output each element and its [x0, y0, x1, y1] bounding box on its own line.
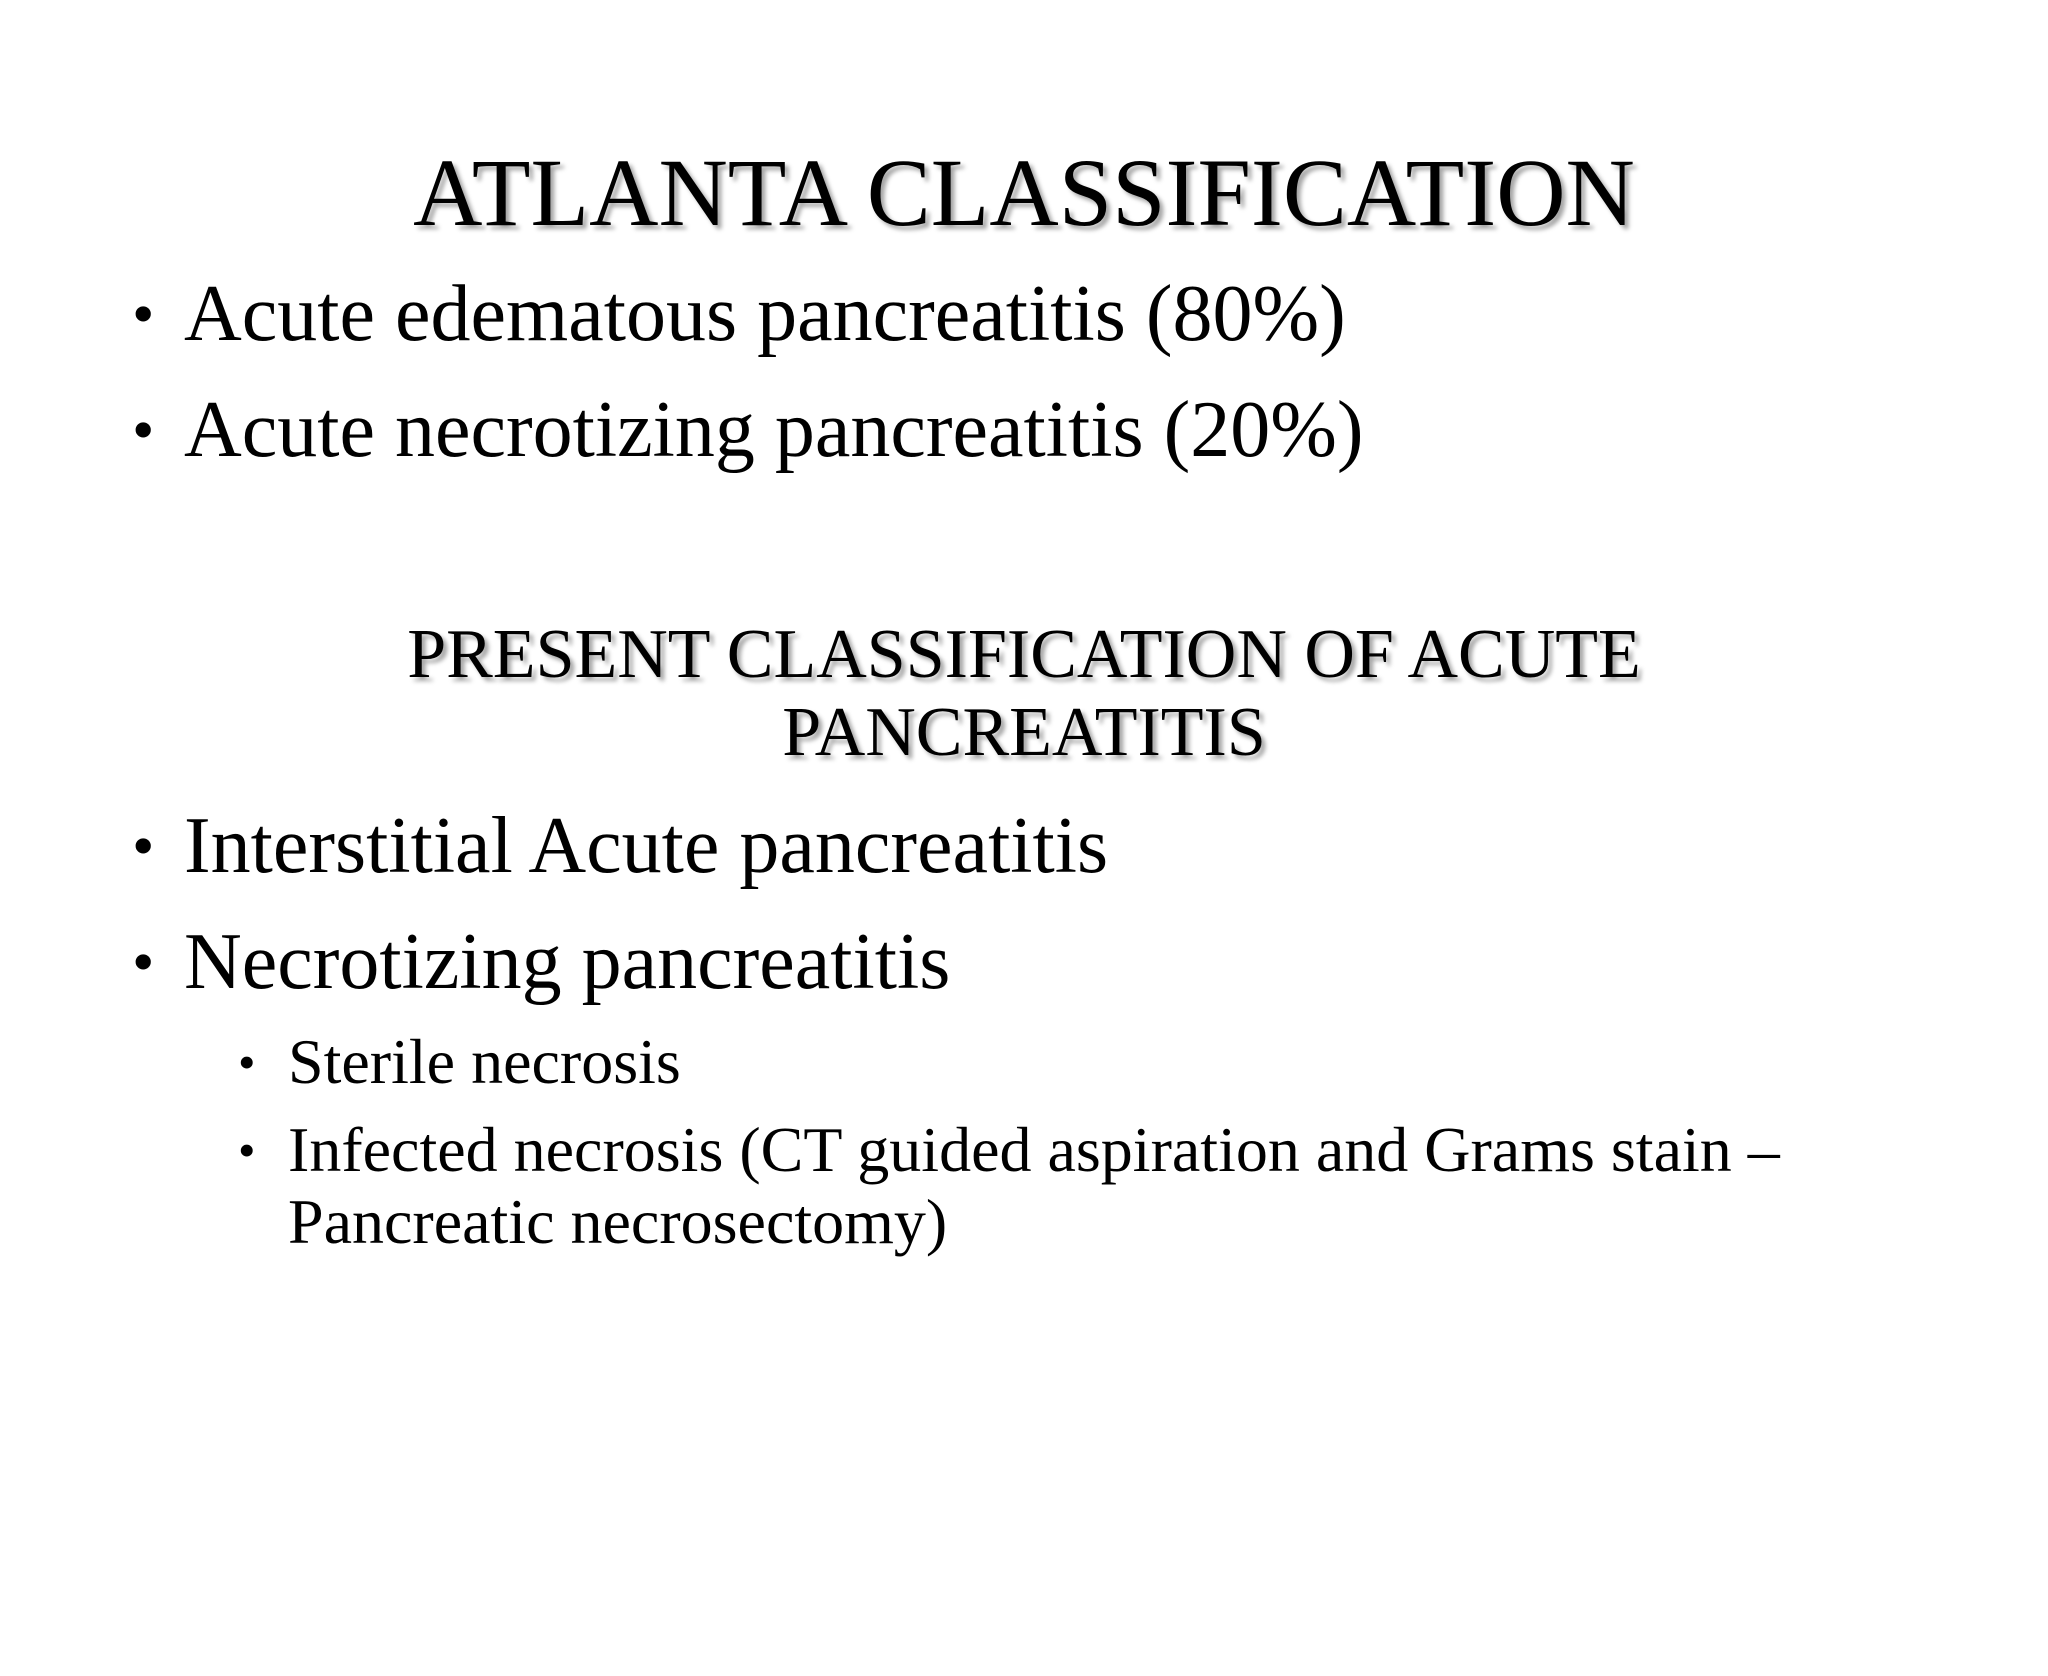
slide-title: ATLANTA CLASSIFICATION [413, 139, 1635, 246]
section-heading-line2: PANCREATITIS [782, 694, 1266, 771]
list-item-necrotizing: • Acute necrotizing pancreatitis (20%) [132, 384, 1364, 500]
list-item-edematous: • Acute edematous pancreatitis (80%) [132, 268, 1364, 384]
section-heading-line1: PRESENT CLASSIFICATION OF ACUTE [407, 616, 1641, 693]
list-item-necrotizing-pancreatitis: • Necrotizing pancreatitis [132, 916, 1108, 1032]
subitem-infected-necrosis [238, 1114, 1988, 1258]
present-classification-list [132, 800, 1108, 1032]
subitem-infected-necrosis-line1: • Infected necrosis (CT guided aspiration and Grams stain – [288, 1114, 1780, 1185]
subitem-sterile-necrosis: • Sterile necrosis [238, 1026, 1988, 1114]
subitem-infected-necrosis-line2: Pancreatic necrosectomy) [288, 1186, 948, 1257]
necrotizing-subitems-list [238, 1026, 1988, 1258]
atlanta-classification-list [132, 268, 1364, 500]
section-heading [0, 616, 2048, 772]
list-item-interstitial: • Interstitial Acute pancreatitis [132, 800, 1108, 916]
